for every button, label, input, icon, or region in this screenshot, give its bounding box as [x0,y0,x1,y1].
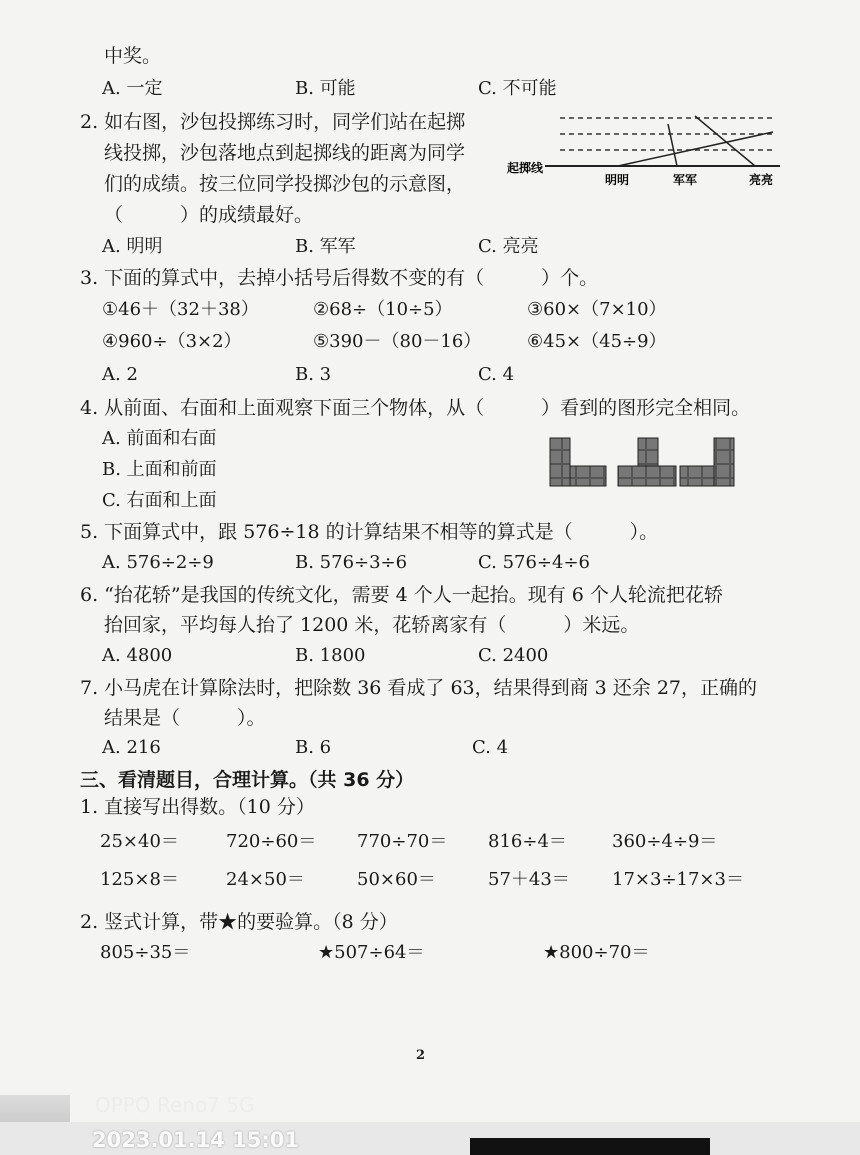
calc-r2-c4: 57＋43＝ [488,869,570,890]
calc-r1-c3: 770÷70＝ [357,831,448,852]
object-1-icon [550,438,606,486]
q5-option-a: A. 576÷2÷9 [102,552,214,573]
name-mingming: 明明 [605,173,630,187]
q5-option-c: C. 576÷4÷6 [478,552,590,573]
calc-r1-c4: 816÷4＝ [488,831,567,852]
q7-option-b: B. 6 [295,737,332,758]
section-3-part-2: 2. 竖式计算，带★的要验算。（8 分） [80,911,398,933]
q3-item-1: ①46＋（32＋38） [102,299,259,320]
q6-option-b: B. 1800 [295,645,366,666]
calc-r2-c1: 125×8＝ [100,869,179,890]
calc-r2-c5: 17×3÷17×3＝ [612,869,744,890]
q4-option-a: A. 前面和右面 [102,428,217,449]
q4-option-b: B. 上面和前面 [102,459,217,480]
calc-r2-c2: 24×50＝ [226,869,305,890]
q7-line-2: 结果是（ ）。 [104,707,266,729]
q2-option-b: B. 军军 [295,236,356,257]
q2-line-4: （ ）的成绩最好。 [104,204,314,226]
q1-option-b: B. 可能 [295,78,356,99]
calc-r3-c3: ★800÷70＝ [543,942,650,963]
q3-item-2: ②68÷（10÷5） [313,299,453,320]
q7-line-1: 7. 小马虎在计算除法时，把除数 36 看成了 63，结果得到商 3 还余 27，正确的 [80,677,758,699]
q3-item-6: ⑥45×（45÷9） [527,331,667,352]
q6-line-2: 抬回家，平均每人抬了 1200 米，花轿离家有（ ）米远。 [104,614,640,636]
calc-r1-c5: 360÷4÷9＝ [612,831,718,852]
q3-stem: 3. 下面的算式中，去掉小括号后得数不变的有（ ）个。 [80,267,599,289]
q2-option-c: C. 亮亮 [478,236,539,257]
calc-r3-c1: 805÷35＝ [100,942,191,963]
name-liangliang: 亮亮 [749,173,774,187]
name-junjun: 军军 [673,173,698,187]
q7-option-a: A. 216 [102,737,161,758]
q2-line-2: 线投掷，沙包落地点到起掷线的距离为同学 [104,142,466,164]
device-watermark: OPPO Reno7 5G [95,1093,255,1117]
q3-item-3: ③60×（7×10） [527,299,667,320]
q7-option-c: C. 4 [472,737,509,758]
q2-line-3: 们的成绩。按三位同学投掷沙包的示意图， [104,173,466,195]
q3-option-c: C. 4 [478,364,515,385]
q4-stem: 4. 从前面、右面和上面观察下面三个物体，从（ ）看到的图形完全相同。 [80,397,751,419]
throw-diagram [505,110,795,190]
q6-option-a: A. 4800 [102,645,173,666]
calc-r2-c3: 50×60＝ [357,869,436,890]
datetime-watermark: 2023.01.14 15:01 [92,1128,300,1152]
q4-option-c: C. 右面和上面 [102,490,217,511]
q3-item-4: ④960÷（3×2） [102,331,242,352]
q5-stem: 5. 下面算式中，跟 576÷18 的计算结果不相等的算式是（ ）。 [80,521,659,543]
q2-option-a: A. 明明 [102,236,163,257]
junjun-throw-line [668,124,677,166]
q3-item-5: ⑤390－（80－16） [313,331,482,352]
q5-option-b: B. 576÷3÷6 [295,552,408,573]
section-3-title: 三、看清题目，合理计算。（共 36 分） [80,769,415,791]
object-3-icon [680,438,734,486]
q6-line-1: 6. “抬花轿”是我国的传统文化，需要 4 个人一起抬。现有 6 个人轮流把花轿 [80,584,723,606]
cube-objects-figure [548,436,738,492]
q2-line-1: 2. 如右图，沙包投掷练习时，同学们站在起掷 [80,111,466,133]
photo-dark-edge [470,1138,710,1155]
start-line-label: 起掷线 [507,161,544,175]
page-number: 2 [416,1048,426,1063]
calc-r1-c1: 25×40＝ [100,831,179,852]
q3-option-b: B. 3 [295,364,332,385]
q1-tail: 中奖。 [104,45,162,67]
q1-option-a: A. 一定 [102,78,163,99]
calc-r1-c2: 720÷60＝ [226,831,317,852]
q1-option-c: C. 不可能 [478,78,557,99]
q3-option-a: A. 2 [102,364,138,385]
q6-option-c: C. 2400 [478,645,549,666]
calc-r3-c2: ★507÷64＝ [318,942,425,963]
section-3-part-1: 1. 直接写出得数。（10 分） [80,796,315,818]
distance-dashed-lines [560,118,775,150]
liangliang-throw-line [695,116,755,166]
object-2-icon [618,438,676,486]
